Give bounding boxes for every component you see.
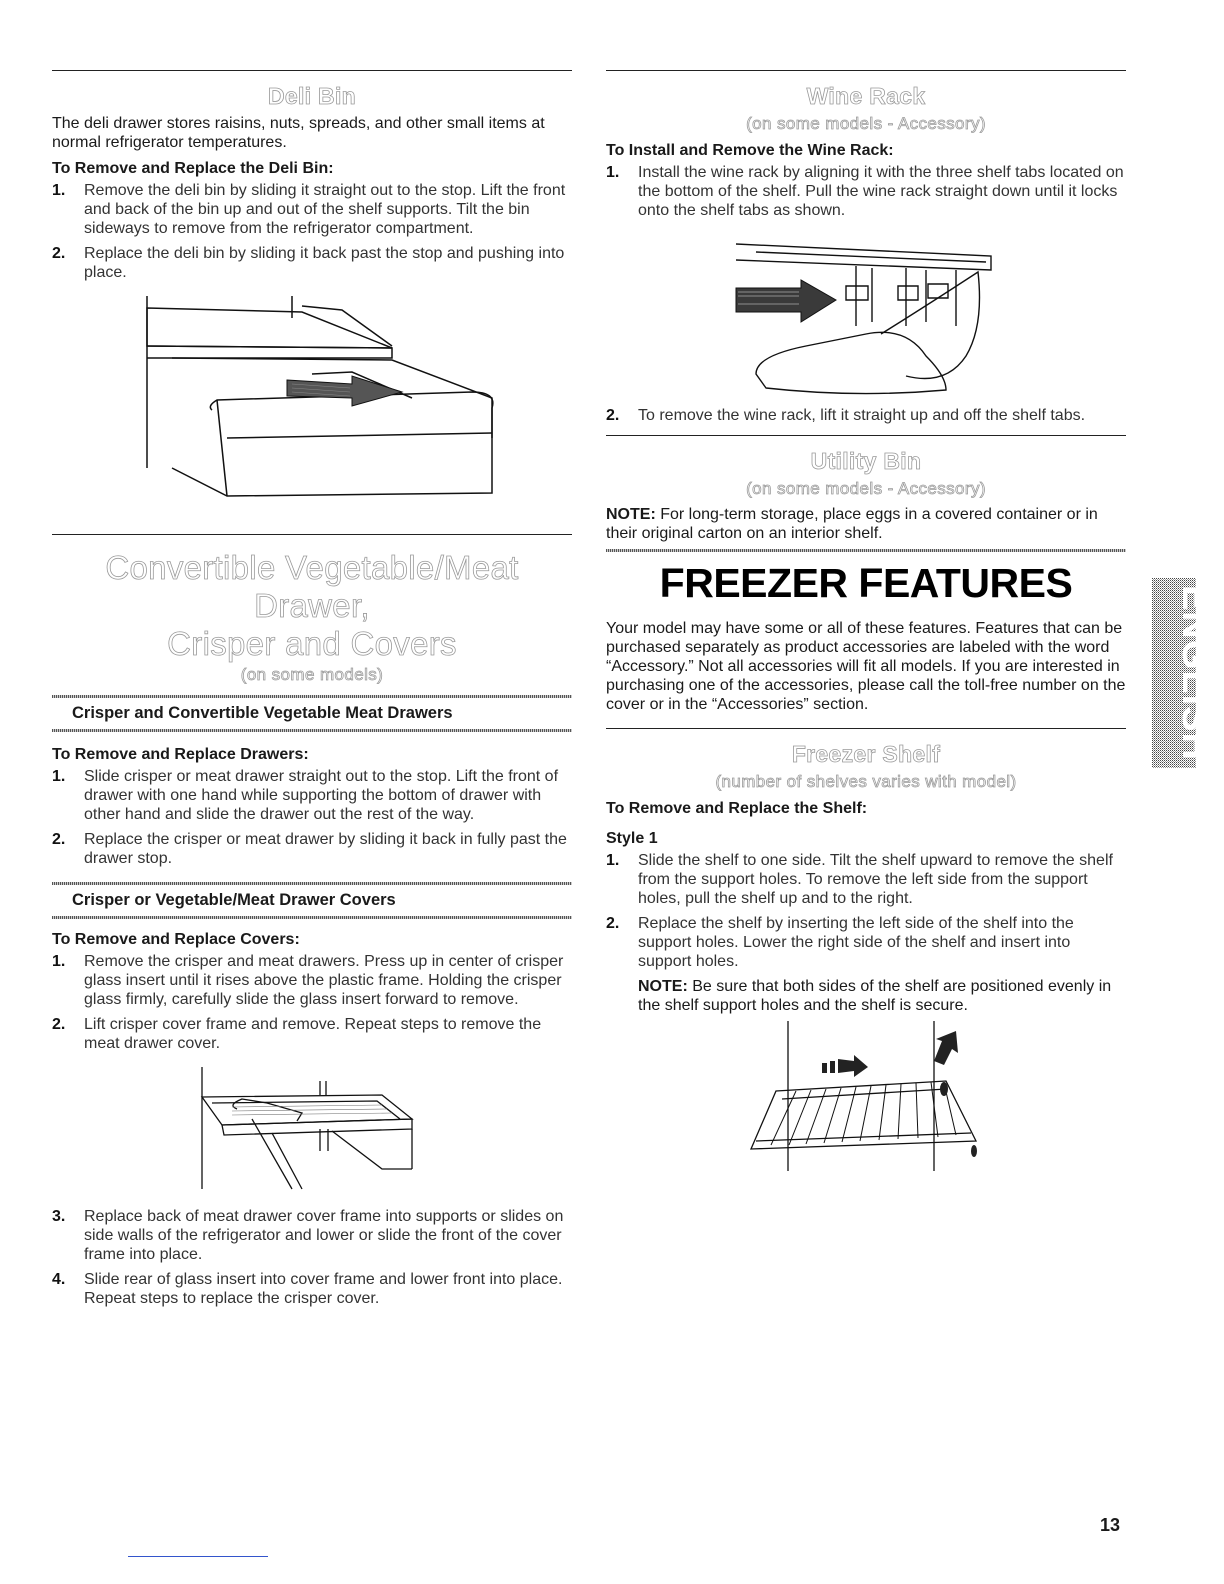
replace-drawers-steps — [52, 767, 572, 868]
wine-rack-illustration — [606, 226, 1126, 406]
crisper-drawers-box-title: Crisper and Convertible Vegetable Meat Drawers — [72, 704, 453, 722]
page-number: 13 — [1100, 1515, 1121, 1535]
crisper-cover-illustration — [52, 1059, 572, 1199]
convertible-drawer-title: Convertible Vegetable/Meat Drawer, Crisper and Covers — [105, 549, 519, 662]
utility-bin-note: NOTE: For long-term storage, place eggs in a covered container or in their original carton on an interior shelf. — [606, 506, 1098, 542]
utility-bin-title: Utility Bin — [810, 448, 922, 474]
shelf-step-1: 1. Slide the shelf to one side. Tilt the shelf upward to remove the shelf from the support holes. To remove the left side from the support holes, pull the shelf up and to the right. — [606, 852, 1113, 907]
deli-bin-steps — [52, 181, 572, 282]
english-tab-label: ENGLISH — [1174, 585, 1216, 761]
section-rule — [52, 70, 572, 71]
dotted-rule — [52, 882, 572, 885]
deli-bin-intro: The deli drawer stores raisins, nuts, spreads, and other small items at normal refrigerator temperatures. — [52, 115, 545, 151]
dotted-rule — [52, 729, 572, 732]
freezer-shelf-steps — [606, 851, 1126, 971]
freezer-shelf-procedure-title: To Remove and Replace the Shelf: — [606, 800, 868, 817]
english-language-tab — [1152, 578, 1216, 768]
drawer-step-1: 1. Slide crisper or meat drawer straight out to the stop. Lift the front of drawer with one hand while supporting the bottom of drawer with other hand and slide the drawer out the rest of the way. — [52, 768, 559, 823]
replace-covers-steps — [52, 952, 572, 1053]
utility-bin-subtitle: (on some models - Accessory) — [746, 479, 986, 498]
convertible-drawer-subtitle: (on some models) — [240, 665, 384, 684]
dotted-rule — [52, 916, 572, 919]
section-rule — [606, 435, 1126, 436]
section-rule — [606, 70, 1126, 71]
freezer-shelf-note: NOTE: Be sure that both sides of the shelf are positioned evenly in the shelf support holes and the shelf is secure. — [638, 978, 1112, 1014]
drawer-step-2: 2. Replace the crisper or meat drawer by sliding it back in fully past the drawer stop. — [52, 831, 567, 867]
wine-rack-steps — [606, 163, 1126, 220]
freezer-shelf-subtitle: (number of shelves varies with model) — [715, 772, 1017, 791]
drawer-covers-box-title: Crisper or Vegetable/Meat Drawer Covers — [72, 891, 396, 909]
wine-rack-procedure-title: To Install and Remove the Wine Rack: — [606, 142, 894, 159]
deli-bin-title: Deli Bin — [267, 83, 357, 109]
right-column — [606, 70, 1126, 1171]
deli-step-1: 1. Remove the deli bin by sliding it straight out to the stop. Lift the front and back of the bin up and out of the shelf supports. Tilt the bin sideways to remove from the refrigerator compartment. — [52, 182, 566, 237]
wine-step-2: 2. To remove the wine rack, lift it straight up and off the shelf tabs. — [606, 407, 1086, 424]
replace-drawers-title: To Remove and Replace Drawers: — [52, 746, 309, 763]
wine-rack-title: Wine Rack — [806, 83, 926, 109]
dotted-rule — [606, 549, 1126, 552]
cover-step-1: 1. Remove the crisper and meat drawers. Press up in center of crisper glass insert until it rises above the plastic frame. Holding the crisper glass firmly, carefully slide the glass insert forward to remove. — [52, 953, 564, 1008]
wine-rack-steps-continued — [606, 406, 1126, 425]
freezer-shelf-title: Freezer Shelf — [791, 741, 941, 767]
left-column — [52, 70, 572, 1314]
deli-bin-procedure-title: To Remove and Replace the Deli Bin: — [52, 160, 334, 177]
section-rule — [52, 534, 572, 535]
freezer-features-heading: FREEZER FEATURES — [659, 560, 1073, 606]
wine-rack-subtitle: (on some models - Accessory) — [746, 114, 986, 133]
wine-step-1: 1. Install the wine rack by aligning it with the three shelf tabs located on the bottom of the shelf. Pull the wine rack straight down until it locks onto the shelf tabs as shown. — [606, 164, 1124, 219]
shelf-step-2: 2. Replace the shelf by inserting the left side of the shelf into the support holes. Lower the right side of the shelf and insert into support holes. — [606, 915, 1074, 970]
cover-step-4: 4. Slide rear of glass insert into cover frame and lower front into place. Repeat steps to replace the crisper cover. — [52, 1271, 563, 1307]
style-1-label: Style 1 — [606, 830, 658, 847]
replace-covers-steps-continued — [52, 1207, 572, 1308]
cover-step-2: 2. Lift crisper cover frame and remove. Repeat steps to remove the meat drawer cover. — [52, 1016, 542, 1052]
dotted-rule — [52, 695, 572, 698]
freezer-shelf-illustration — [606, 1021, 1126, 1171]
footer-rule — [128, 1556, 268, 1557]
freezer-features-intro: Your model may have some or all of these features. Features that can be purchased separately as product accessories are labeled with the word “Accessory.” Not all accessories will fit all models. If you are interested in purchasing one of the accessories, please call the toll-free number on the cover or in the “Accessories” section. — [606, 620, 1126, 713]
deli-step-2: 2. Replace the deli bin by sliding it back past the stop and pushing into place. — [52, 245, 565, 281]
section-rule — [606, 728, 1126, 729]
replace-covers-title: To Remove and Replace Covers: — [52, 931, 300, 948]
cover-step-3: 3. Replace back of meat drawer cover frame into supports or slides on side walls of the refrigerator and lower or slide the front of the cover frame into place. — [52, 1208, 564, 1263]
deli-bin-illustration — [52, 288, 572, 516]
